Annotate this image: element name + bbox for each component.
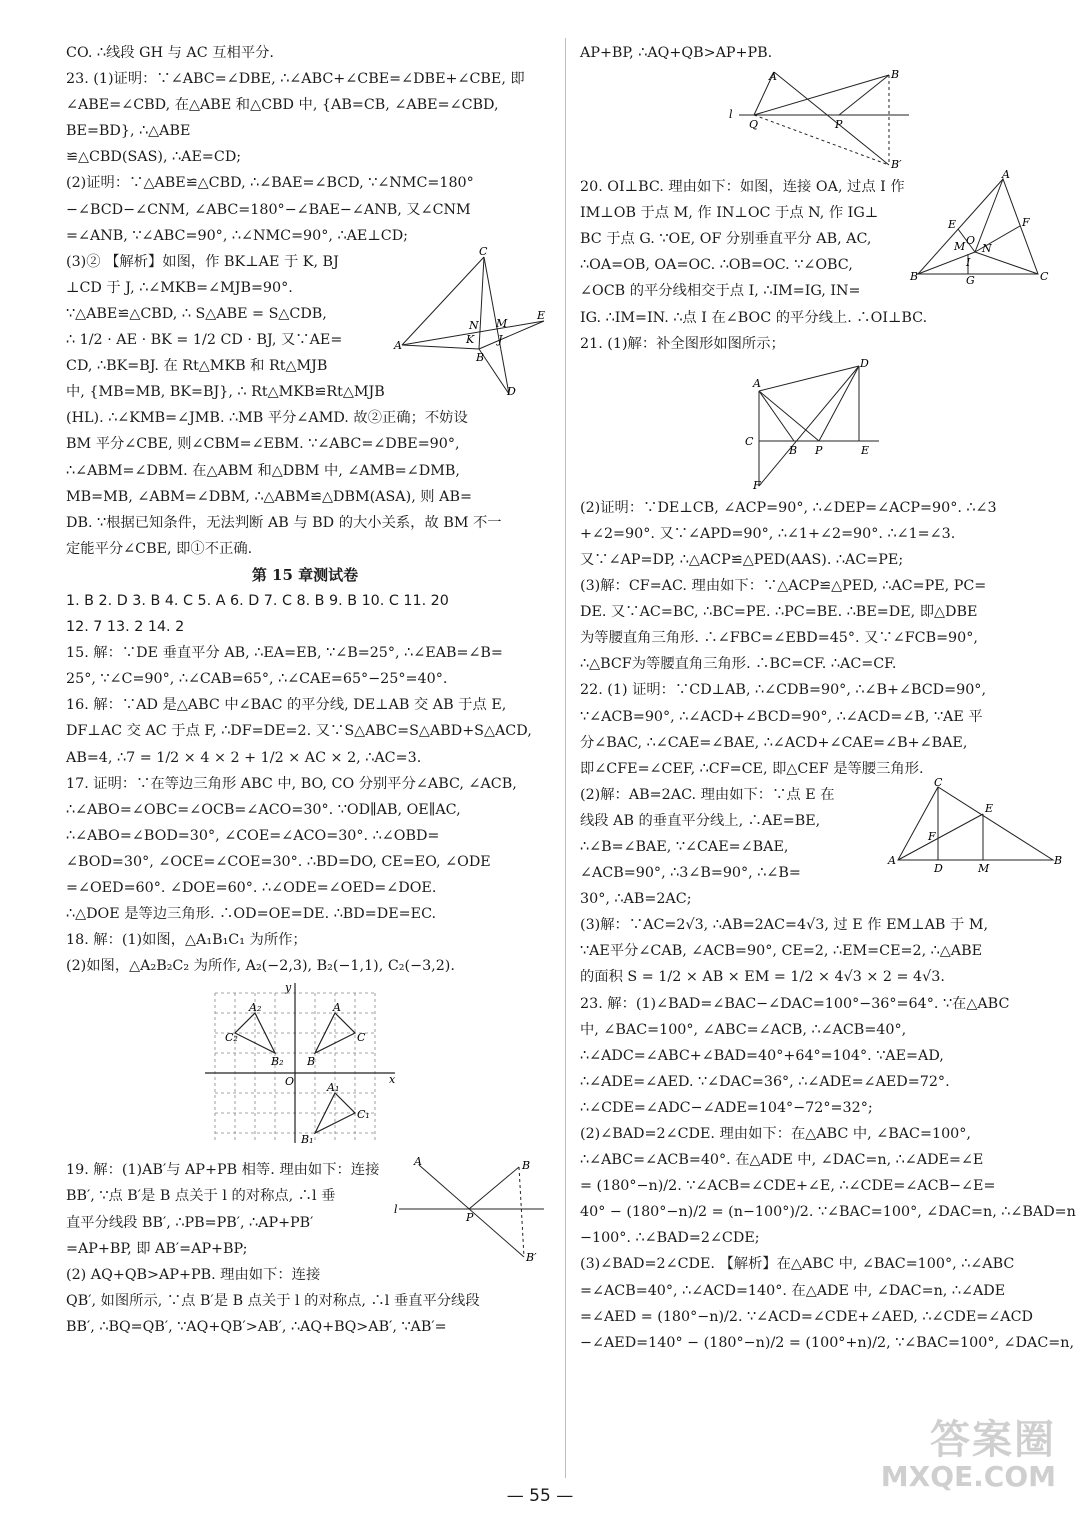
text-line: −100°. ∴∠BAD=2∠CDE; [580,1230,760,1247]
svg-text:E: E [861,443,870,457]
svg-text:B′: B′ [526,1251,537,1265]
text-line: 定能平分∠CBE, 即①不正确. [66,540,253,557]
text-line: AP+BP, ∴AQ+QB>AP+PB. [580,45,773,61]
text-line: 线段 AB 的垂直平分线上, ∴AE=BE, [580,812,821,829]
text-line: ∠BOD=30°, ∠OCE=∠COE=30°. ∴BD=DO, CE=EO, ∠ODE [66,853,491,870]
svg-text:B₁: B₁ [301,1133,314,1147]
text-line: ∴∠ABC=∠ACB=40°. 在△ADE 中, ∠DAC=n, ∴∠ADE=∠E [580,1152,984,1169]
reflection-figure-q [719,70,919,170]
svg-text:Q: Q [749,118,759,132]
svg-text:C: C [1040,270,1049,284]
watermark-logo [881,1418,1056,1493]
column-divider [565,38,566,1478]
text-line: ∴△DOE 是等边三角形. ∴OD=OE=DE. ∴BD=DE=EC. [66,906,437,923]
svg-text:J: J [498,332,503,346]
text-line: −∠BCD−∠CNM, ∠ABC=180°−∠BAE−∠ANB, 又∠CNM [66,201,471,218]
text-line: (2)∠BAD=2∠CDE. 理由如下：在△ABC 中, ∠BAC=100°, [580,1126,971,1142]
text-line: (HL). ∴∠KMB=∠JMB. ∴MB 平分∠AMD. 故②正确；不妨设 [66,410,468,427]
svg-text:D: D [860,356,869,370]
svg-text:x: x [389,1073,396,1087]
svg-text:F: F [1022,216,1030,230]
svg-text:D: D [507,384,516,398]
text-line: ∠ACB=90°, ∴3∠B=90°, ∴∠B= [580,865,801,882]
text-line: BB′, ∵点 B′是 B 点关于 l 的对称点, ∴l 垂 [66,1188,336,1205]
svg-text:P: P [815,443,823,457]
triangle-acp-figure [739,356,899,492]
answer-key-row: 12. 7 13. 2 14. 2 [66,619,185,636]
text-line: ∵∠ACB=90°, ∴∠ACD+∠BCD=90°, ∴∠ACD=∠B, ∵AE 平 [580,708,983,725]
svg-text:B′: B′ [891,158,902,172]
right-column [580,40,1076,1356]
text-line: 23. (1)证明：∵∠ABC=∠DBE, ∴∠ABC+∠CBE=∠DBE+∠CBE, 即 [66,71,525,88]
svg-text:M: M [954,240,966,254]
svg-text:A: A [394,338,402,352]
text-line: (2)证明：∵△ABE≌△CBD, ∴∠BAE=∠BCD, ∵∠NMC=180° [66,175,474,192]
svg-text:A₁: A₁ [327,1081,340,1095]
watermark-text: 答案圈 [930,1417,1056,1463]
text-line: CO. ∴线段 GH 与 AC 互相平分. [66,45,274,61]
text-line: ∴∠ADC=∠ABC+∠BAD=40°+64°=104°. ∵AE=AD, [580,1047,944,1064]
text-line: =∠AED = (180°−n)/2. ∵∠ACD=∠CDE+∠AED, ∴∠CDE=∠ACD [580,1308,1033,1325]
text-line: 中, ∠BAC=100°, ∠ABC=∠ACB, ∴∠ACB=40°, [580,1021,907,1038]
svg-text:F: F [928,829,936,843]
text-line: (2)证明：∵DE⊥CB, ∠ACP=90°, ∴∠DEP=∠ACP=90°. ∴∠3 [580,499,997,516]
svg-text:B: B [789,443,798,457]
text-line: =AP+BP, 即 AB′=AP+BP; [66,1240,248,1257]
text-line: (3)② 【解析】如图，作 BK⊥AE 于 K, BJ [66,253,339,270]
svg-text:C₁: C₁ [357,1108,370,1122]
text-line: ∴∠ABO=∠OBC=∠OCB=∠ACO=30°. ∵OD∥AB, OE∥AC, [66,801,461,818]
text-line: 17. 证明：∵在等边三角形 ABC 中, BO, CO 分别平分∠ABC, ∠ACB, [66,775,517,792]
text-line: +∠2=90°. 又∵∠APD=90°, ∴∠1+∠2=90°. ∴∠1=∠3. [580,525,956,542]
text-line: 18. 解：(1)如图，△A₁B₁C₁ 为所作； [66,932,307,949]
svg-text:l: l [394,1203,398,1217]
svg-text:N: N [469,318,479,332]
text-line: 25°, ∵∠C=90°, ∴∠CAB=65°, ∴∠CAE=65°−25°=40°. [66,671,448,688]
text-line: (3)解：∵AC=2√3, ∴AB=2AC=4√3, 过 E 作 EM⊥AB 于 M, [580,917,988,934]
text-line: ∴∠ABO=∠BOD=30°, ∠COE=∠ACO=30°. ∴∠OBD= [66,827,440,844]
svg-text:E: E [948,218,957,232]
text-line: 40° − (180°−n)/2 = (n−100°)/2. ∵∠BAC=100°, ∠DAC=n, ∴∠BAD=n [580,1204,1076,1221]
svg-text:B: B [910,270,919,284]
text-line: 20. OI⊥BC. 理由如下：如图，连接 OA, 过点 I 作 [580,179,905,196]
svg-text:A: A [333,1001,341,1015]
svg-text:C: C [745,434,754,448]
text-line: 的面积 S = 1/2 × AB × EM = 1/2 × 4√3 × 2 = 4√3. [580,969,945,986]
text-line: 15. 解：∵DE 垂直平分 AB, ∴EA=EB, ∵∠B=25°, ∴∠EAB=∠B= [66,645,503,662]
text-line: 直平分线段 BB′, ∴PB=PB′, ∴AP+PB′ [66,1214,314,1231]
text-line: = (180°−n)/2. ∵∠ACB=∠CDE+∠E, ∴∠CDE=∠ACB−∠E= [580,1178,996,1195]
text-line: 为等腰直角三角形. ∴∠FBC=∠EBD=45°. 又∵∠FCB=90°, [580,630,978,647]
text-line: ∴∠ADE=∠AED. ∵∠DAC=36°, ∴∠ADE=∠AED=72°. [580,1073,950,1090]
svg-text:P: P [835,118,843,132]
svg-text:I: I [966,256,971,270]
svg-text:C: C [357,1031,366,1045]
svg-text:B: B [891,68,900,82]
section-title: 第 15 章测试卷 [251,565,359,584]
text-line: ≌△CBD(SAS), ∴AE=CD; [66,149,242,166]
svg-text:E: E [985,801,994,815]
svg-text:B: B [1054,853,1063,867]
text-line: 22. (1) 证明：∵CD⊥AB, ∴∠CDB=90°, ∴∠B+∠BCD=90°, [580,682,987,699]
svg-text:O: O [285,1075,295,1089]
text-line: ∴∠ABM=∠DBM. 在△ABM 和△DBM 中, ∠AMB=∠DMB, [66,462,460,479]
svg-text:P: P [466,1211,474,1225]
text-line: (3)∠BAD=2∠CDE. 【解析】在△ABC 中, ∠BAC=100°, ∴∠ABC [580,1256,1015,1273]
text-line: BB′, ∴BQ=QB′, ∵AQ+QB′>AB′, ∴AQ+BQ>AB′, ∵AB′= [66,1318,447,1335]
svg-text:E: E [537,308,546,322]
svg-text:M: M [978,861,990,875]
svg-text:B: B [522,1159,531,1173]
text-line: ∴△BCF为等腰直角三角形. ∴BC=CF. ∴AC=CF. [580,656,897,673]
svg-text:A₂: A₂ [249,1001,262,1015]
svg-text:y: y [285,981,292,995]
page-number: — 55 — [506,1486,574,1506]
text-line: =∠ACB=40°, ∴∠ACD=140°. 在△ADE 中, ∠DAC=n, ∴∠ADE [580,1282,1006,1299]
text-line: 又∵∠AP=DP, ∴△ACP≌△PED(AAS). ∴AC=PE; [580,551,904,568]
text-line: −∠AED=140° − (180°−n)/2 = (100°+n)/2, ∵∠BAC=100°, ∠DAC=n, [580,1334,1074,1351]
text-line: ∴OA=OB, OA=OC. ∴OB=OC. ∵∠OBC, [580,257,853,274]
text-line: ∠ABE=∠CBD, 在△ABE 和△CBD 中, {AB=CB, ∠ABE=∠CBD, BE=BD}, ∴△ABE [66,97,499,140]
svg-text:A: A [414,1155,422,1169]
svg-text:F: F [753,478,761,492]
text-line: QB′, 如图所示, ∵点 B′是 B 点关于 l 的对称点, ∴l 垂直平分线段 [66,1292,480,1309]
svg-text:C: C [479,244,488,258]
svg-text:A: A [769,70,777,84]
figure-abe-cbd [394,244,546,399]
watermark-url: MXQE.COM [880,1460,1056,1493]
text-line: IG. ∴IM=IN. ∴点 I 在∠BOC 的平分线上. ∴OI⊥BC. [580,309,928,326]
text-line: IM⊥OB 于点 M, 作 IN⊥OC 于点 N, 作 IG⊥ [580,205,879,222]
text-line: DB. ∵根据已知条件，无法判断 AB 与 BD 的大小关系，故 BM 不一 [66,514,502,531]
text-line: 16. 解：∵AD 是△ABC 中∠BAC 的平分线, DE⊥AB 交 AB 于点 E, [66,697,507,714]
text-line: (2)解：AB=2AC. 理由如下：∵点 E 在 [580,786,835,803]
text-line: 21. (1)解：补全图形如图所示； [580,335,785,352]
text-line: MB=MB, ∠ABM=∠DBM, ∴△ABM≌△DBM(ASA), 则 AB= [66,488,472,505]
answer-key-row: 1. B 2. D 3. B 4. C 5. A 6. D 7. C 8. B 9. B 10. C 11. 20 [66,592,449,609]
text-line: 30°, ∴AB=2AC; [580,891,692,908]
svg-text:l: l [729,108,733,122]
text-line: AB=4, ∴7 = 1/2 × 4 × 2 + 1/2 × AC × 2, ∴AC=3. [66,749,422,766]
text-line: ∴∠CDE=∠ADC−∠ADE=104°−72°=32°; [580,1099,873,1116]
text-line: 中, {MB=MB, BK=BJ}, ∴ Rt△MKB≌Rt△MJB [66,384,385,401]
text-line: ∠OCB 的平分线相交于点 I, ∴IM=IG, IN= [580,283,861,300]
text-line: DE. 又∵AC=BC, ∴BC=PE. ∴PC=BE. ∴BE=DE, 即△DBE [580,604,978,621]
text-line: ∴ 1/2 · AE · BK = 1/2 CD · BJ, 又∵AE= [66,332,343,349]
svg-text:C: C [934,775,943,789]
text-line: 19. 解：(1)AB′与 AP+PB 相等. 理由如下：连接 [66,1162,380,1179]
svg-text:D: D [934,861,943,875]
reflection-figure-ab [394,1157,544,1267]
text-line: (3)解：CF=AC. 理由如下：∵△ACP≌△PED, ∴AC=PE, PC= [580,578,987,595]
right-triangle-figure [888,775,1063,875]
svg-text:A: A [753,376,761,390]
svg-text:C₂: C₂ [225,1031,238,1045]
text-line: 23. 解：(1)∠BAD=∠BAC−∠DAC=100°−36°=64°. ∵在△ABC [580,995,1010,1012]
text-line: BC 于点 G. ∵OE, OF 分别垂直平分 AB, AC, [580,231,872,248]
text-line: 即∠CFE=∠CEF, ∴CF=CE, 即△CEF 是等腰三角形. [580,760,924,777]
svg-text:N: N [982,242,992,256]
svg-text:B₂: B₂ [271,1055,284,1069]
text-line: ∴∠B=∠BAE, ∵∠CAE=∠BAE, [580,838,789,855]
coordinate-grid-figure [205,983,405,1153]
svg-text:A: A [1002,168,1010,182]
svg-text:A: A [888,853,896,867]
text-line: DF⊥AC 交 AC 于点 F, ∴DF=DE=2. 又∵S△ABC=S△ABD+S△ACD, [66,723,532,740]
circumcenter-figure [908,168,1058,288]
text-line: ∵AE平分∠CAB, ∠ACB=90°, CE=2, ∴EM=CE=2, ∴△ABE [580,943,983,960]
svg-text:M: M [496,316,508,330]
text-line: 分∠BAC, ∴∠CAE=∠BAE, ∴∠ACD+∠CAE=∠B+∠BAE, [580,734,968,751]
svg-text:G: G [966,274,975,288]
text-line: BM 平分∠CBE, 则∠CBM=∠EBM. ∵∠ABC=∠DBE=90°, [66,436,460,453]
text-line: (2) AQ+QB>AP+PB. 理由如下：连接 [66,1266,321,1283]
text-line: =∠OED=60°. ∠DOE=60°. ∴∠ODE=∠OED=∠DOE. [66,880,437,896]
text-line: (2)如图，△A₂B₂C₂ 为所作, A₂(−2,3), B₂(−1,1), C₂(−3,2). [66,958,455,975]
text-line: ⊥CD 于 J, ∴∠MKB=∠MJB=90°. [66,279,293,296]
svg-text:O: O [966,234,976,248]
text-line: CD, ∴BK=BJ. 在 Rt△MKB 和 Rt△MJB [66,358,328,375]
text-line: ∵△ABE≌△CBD, ∴ S△ABE = S△CDB, [66,305,327,322]
left-column [66,40,544,1340]
svg-text:K: K [466,332,475,346]
svg-text:B: B [476,350,485,364]
text-line: =∠ANB, ∵∠ABC=90°, ∴∠NMC=90°, ∴AE⊥CD; [66,227,409,244]
svg-text:B: B [307,1055,316,1069]
